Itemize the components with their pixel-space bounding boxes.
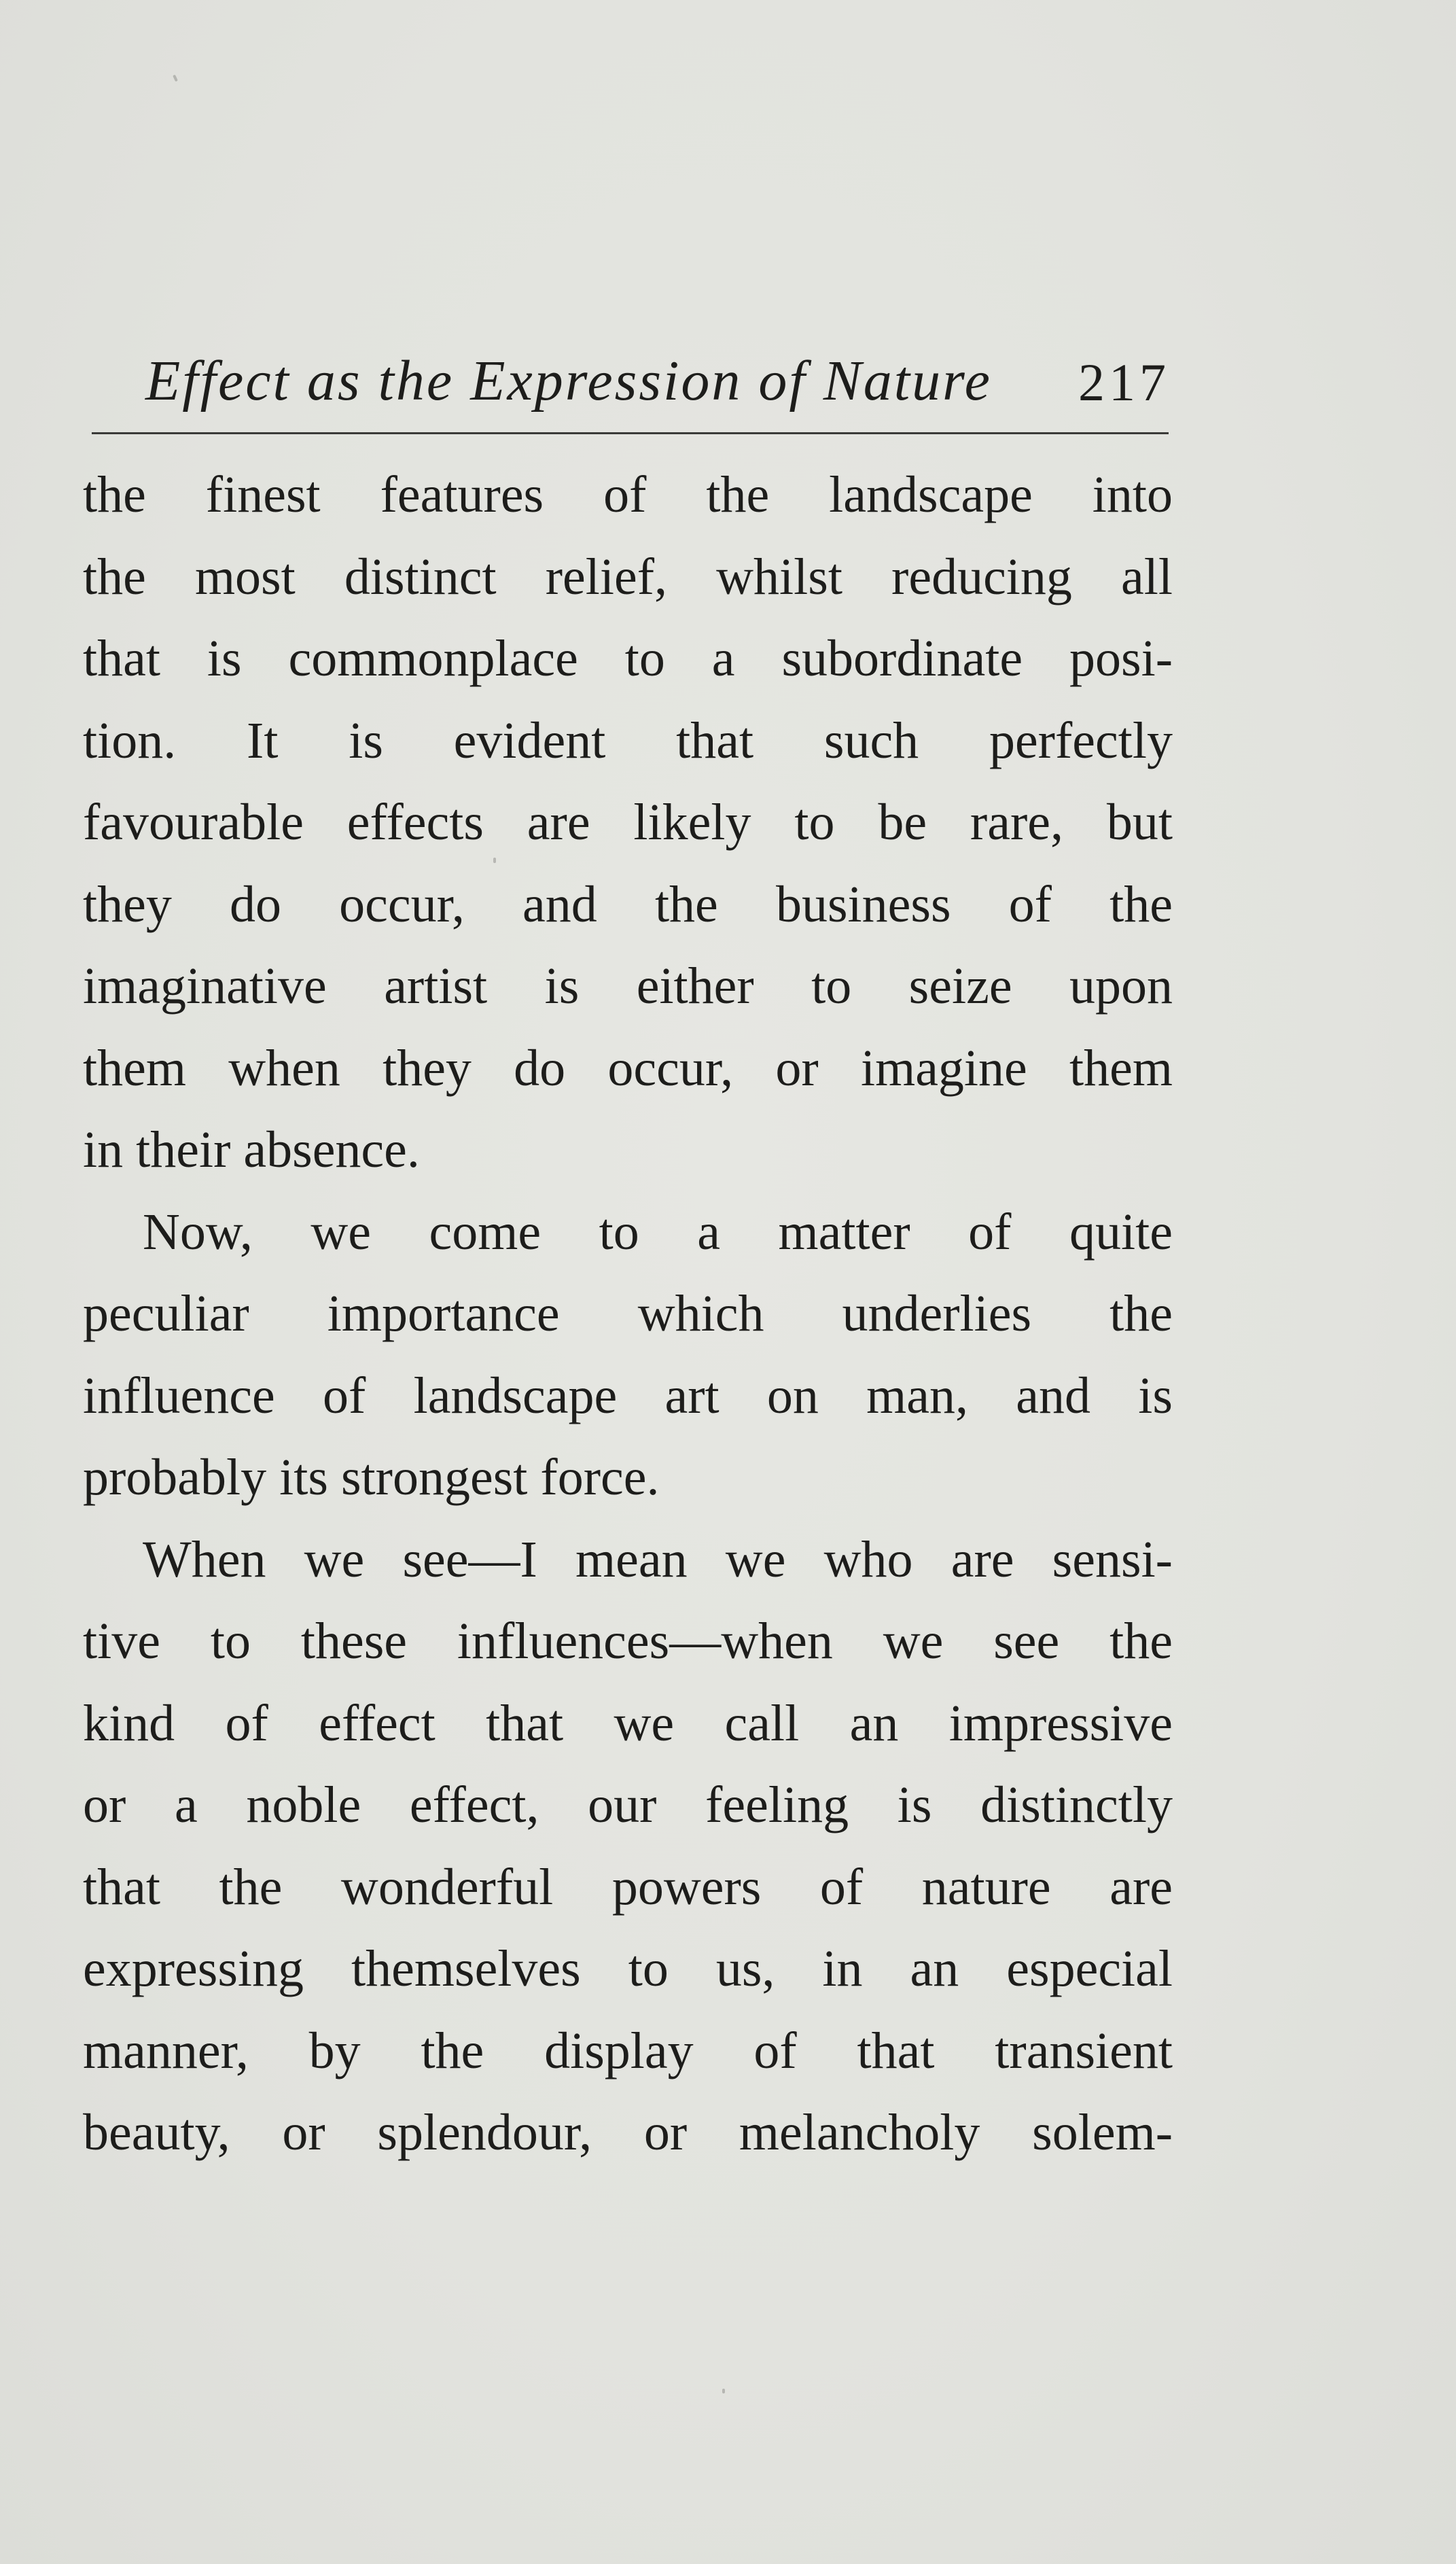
text-line: the most distinct relief, whilst reducing all bbox=[83, 548, 1173, 605]
text-line: peculiar importance which underlies the bbox=[83, 1285, 1173, 1342]
running-title: Effect as the Expression of Nature bbox=[145, 349, 992, 412]
text-line: kind of effect that we call an impressive bbox=[83, 1694, 1173, 1752]
text-line: influence of landscape art on man, and is bbox=[83, 1367, 1173, 1424]
text-line: or a noble effect, our feeling is distinctly bbox=[83, 1776, 1173, 1833]
text-line: they do occur, and the business of the bbox=[83, 875, 1173, 933]
page-number: 217 bbox=[1078, 353, 1170, 412]
paragraph-end-line: probably its strongest force. bbox=[83, 1449, 660, 1506]
paragraph-start-line: When we see—I mean we who are sensi- bbox=[143, 1530, 1173, 1588]
text-line: imaginative artist is either to seize upon bbox=[83, 958, 1173, 1015]
paper-speck bbox=[722, 2389, 725, 2393]
text-line: expressing themselves to us, in an especial bbox=[83, 1940, 1173, 1997]
text-line: that the wonderful powers of nature are bbox=[83, 1858, 1173, 1916]
text-line: tion. It is evident that such perfectly bbox=[83, 712, 1173, 769]
paragraph-start-line: Now, we come to a matter of quite bbox=[143, 1203, 1173, 1261]
text-line: favourable effects are likely to be rare, but bbox=[83, 794, 1173, 851]
paper-speck bbox=[173, 75, 178, 82]
text-line: the finest features of the landscape into bbox=[83, 466, 1173, 523]
text-line: them when they do occur, or imagine them bbox=[83, 1039, 1173, 1097]
text-line: beauty, or splendour, or melancholy solem- bbox=[83, 2104, 1173, 2161]
running-head bbox=[83, 340, 1170, 428]
text-line: tive to these influences—when we see the bbox=[83, 1613, 1173, 1670]
header-rule bbox=[92, 432, 1169, 434]
text-line: manner, by the display of that transient bbox=[83, 2022, 1173, 2079]
body-text bbox=[83, 454, 1173, 2174]
text-line: that is commonplace to a subordinate posi- bbox=[83, 630, 1173, 687]
paragraph-end-line: in their absence. bbox=[83, 1121, 420, 1178]
